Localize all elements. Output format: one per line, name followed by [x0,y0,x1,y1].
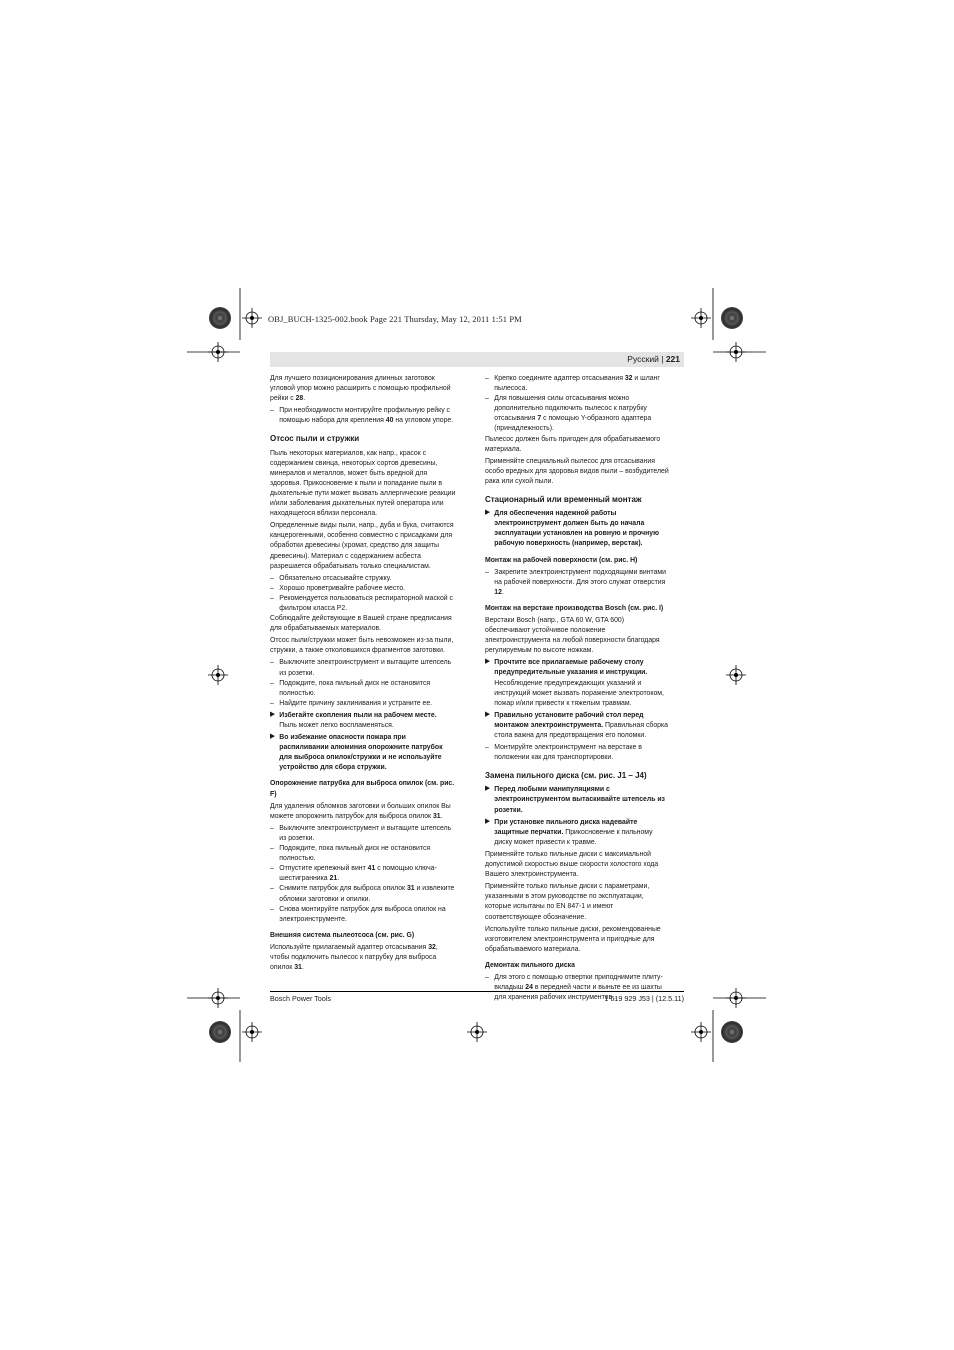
list-item: – Крепко соедините адаптер отсасывания 32 и шланг пылесоса. [485,373,671,393]
section-heading: Замена пильного диска (см. рис. J1 – J4) [485,770,647,781]
header-text [627,352,684,367]
paragraph: Определенные виды пыли, напр., дуба и бука, считаются канцерогенными, особенно совместно с присадками для обработки древесины (хромат, средство для защиты древесины). Материал с содержанием асбеста разрешается обрабатывать только специалистам. [270,520,454,570]
subsection-heading: Демонтаж пильного диска [485,959,575,969]
paragraph: Применяйте только пильные диски с максимальной допустимой скоростью выше скорости холостого хода Вашего электроинструмента. [485,848,659,879]
paragraph: Применяйте специальный пылесос для отсасывания особо вредных для здоровья видов пыли – возбудителей рака или сухой пыли. [485,455,669,485]
warning-arrow-icon: ▶ [270,733,276,741]
paragraph: Соблюдайте действующие в Вашей стране предписания для обрабатываемых материалов. [270,613,452,633]
page-number: 221 [665,354,680,364]
warning-arrow-icon: ▶ [485,785,491,793]
warning-arrow-icon: ▶ [270,710,276,718]
list-item: – Хорошо проветривайте рабочее место. [270,583,456,593]
subsection-heading: Монтаж на рабочей поверхности (см. рис. H) [485,554,638,564]
list-item: – Выключите электроинструмент и вытащите штепсель из розетки. [270,657,456,677]
header-separator: | [661,354,664,364]
paragraph: Отсос пыли/стружки может быть невозможен из-за пыли, стружки, а также отколовшихся фрагментов заготовки. [270,635,454,655]
paragraph: Для удаления обломков заготовки и больших опилок Вы можете опорожнить патрубок для выброса опилок 31. [270,800,451,820]
list-item: – Для повышения силы отсасывания можно дополнительно подключить пылесос к патрубку отсасывания 7 с помощью Y-образного адаптера (принадлежность). [485,393,671,433]
list-item: – Снимите патрубок для выброса опилок 31 и извлеките обломки заготовки и опилки. [270,883,456,903]
color-target-tr [721,307,743,329]
list-item: – Обязательно отсасывайте стружку. [270,573,456,583]
footer-rule [270,991,684,992]
color-target-bl [209,1021,231,1043]
warning-item: ▶ Для обеспечения надежной работы электроинструмент должен быть до начала эксплуатации установлен на ровную и прочную рабочую поверхность (например, верстак). [485,508,659,548]
warning-arrow-icon: ▶ [485,509,491,517]
warning-arrow-icon: ▶ [485,658,491,666]
list-item: – Для этого с помощью отвертки приподнимите плиту-вкладыш 24 в передней части и выньте ее из шахты для хранения рабочих инструментов . [485,972,671,1002]
section-heading: Стационарный или временный монтаж [485,494,642,505]
list-item: – Выключите электроинструмент и вытащите штепсель из розетки. [270,823,456,843]
print-info: OBJ_BUCH-1325-002.book Page 221 Thursday, May 12, 2011 1:51 PM [268,314,522,324]
warning-arrow-icon: ▶ [485,817,491,825]
warning-item: ▶ Правильно установите рабочий стол перед монтажом электроинструмента. Правильная сборка стола важна для предотвращения его поломки. [485,709,668,739]
warning-arrow-icon: ▶ [485,710,491,718]
list-item: – Отпустите крепежный винт 41 с помощью ключа-шестигранника 21. [270,863,456,883]
color-target-tl [209,307,231,329]
warning-item: ▶ При установке пильного диска надевайте защитные перчатки. Прикосновение к пильному диску может привести к травме. [485,816,653,846]
list-item: – Подождите, пока пильный диск не остановится полностью. [270,843,456,863]
paragraph: Пыль некоторых материалов, как напр., красок с содержанием свинца, некоторых сортов древесины, минералов и металлов, может быть вредной для здоровья. Прикосновение к пыли и попадание пыли в дыхательные пути может вызвать аллергические реакции и/или заболевания дыхательных путей оператора или находящегося вблизи персонала. [270,447,456,518]
list-item: – Рекомендуется пользоваться респираторной маской с фильтром класса Р2. [270,593,456,613]
header-language: Русский [627,354,659,364]
list-item: – Снова монтируйте патрубок для выброса опилок на электроинструменте. [270,904,456,924]
paragraph: Используйте прилагаемый адаптер отсасывания 32, чтобы подключить пылесос к патрубку для выброса опилок 31. [270,941,438,972]
subsection-heading: Опорожнение патрубка для выброса опилок (см. рис. F) [270,778,455,798]
list-item: – Подождите, пока пильный диск не остановится полностью. [270,678,456,698]
warning-item: ▶ Во избежание опасности пожара при распиливании алюминия опорожните патрубок для выброса опилок/стружки и не используйте устройство для сбора стружки. [270,732,443,772]
paragraph: Для лучшего позиционирования длинных заготовок угловой упор можно расширить с помощью профильной рейки с 28. [270,373,451,403]
footer-doc-number: 1 619 929 J53 | (12.5.11) [604,994,684,1003]
warning-item: ▶ Избегайте скопления пыли на рабочем месте. Пыль может легко воспламеняться. [270,709,437,729]
footer-brand: Bosch Power Tools [270,994,331,1003]
list-item: – При необходимости монтируйте профильную рейку с помощью набора для крепления 40 на угловом упоре. [270,405,456,425]
list-item: – Закрепите электроинструмент подходящими винтами на рабочей поверхности. Для этого служат отверстия 12. [485,567,671,597]
paragraph: Верстаки Bosch (напр., GTA 60 W, GTA 600) обеспечивают устойчивое положение электроинструмента на любой поверхности благодаря регулируемым по высоте ножкам. [485,614,660,655]
subsection-heading: Монтаж на верстаке производства Bosch (см. рис. I) [485,602,664,612]
list-item: – Найдите причину заклинивания и устраните ее. [270,698,456,708]
column-right [485,373,671,1002]
subsection-heading: Внешняя система пылеотсоса (см. рис. G) [270,929,415,939]
page-header [270,352,684,367]
warning-item: ▶ Перед любыми манипуляциями с электроинструментом вытаскивайте штепсель из розетки. [485,784,665,814]
paragraph: Используйте только пильные диски, рекомендованные изготовителем электроинструмента и пригодные для обрабатываемого материала. [485,923,661,953]
warning-item: ▶ Прочтите все прилагаемые рабочему столу предупредительные указания и инструкции. Несоблюдение предупреждающих указаний и инструкций может вызвать поражение электротоком, пожар и/или привести к тяжелым травмам. [485,657,664,707]
color-target-br [721,1021,743,1043]
list-item: – Монтируйте электроинструмент на верстаке в положении как для транспортировки. [485,742,671,762]
paragraph: Пылесос должен быть пригоден для обрабатываемого материала. [485,433,661,453]
paragraph: Применяйте только пильные диски с параметрами, указанными в этом руководстве по эксплуатации, которые испытаны по EN 847-1 и имеют соответствующее обозначение. [485,881,650,921]
column-left [270,373,456,974]
section-heading: Отсос пыли и стружки [270,433,360,444]
